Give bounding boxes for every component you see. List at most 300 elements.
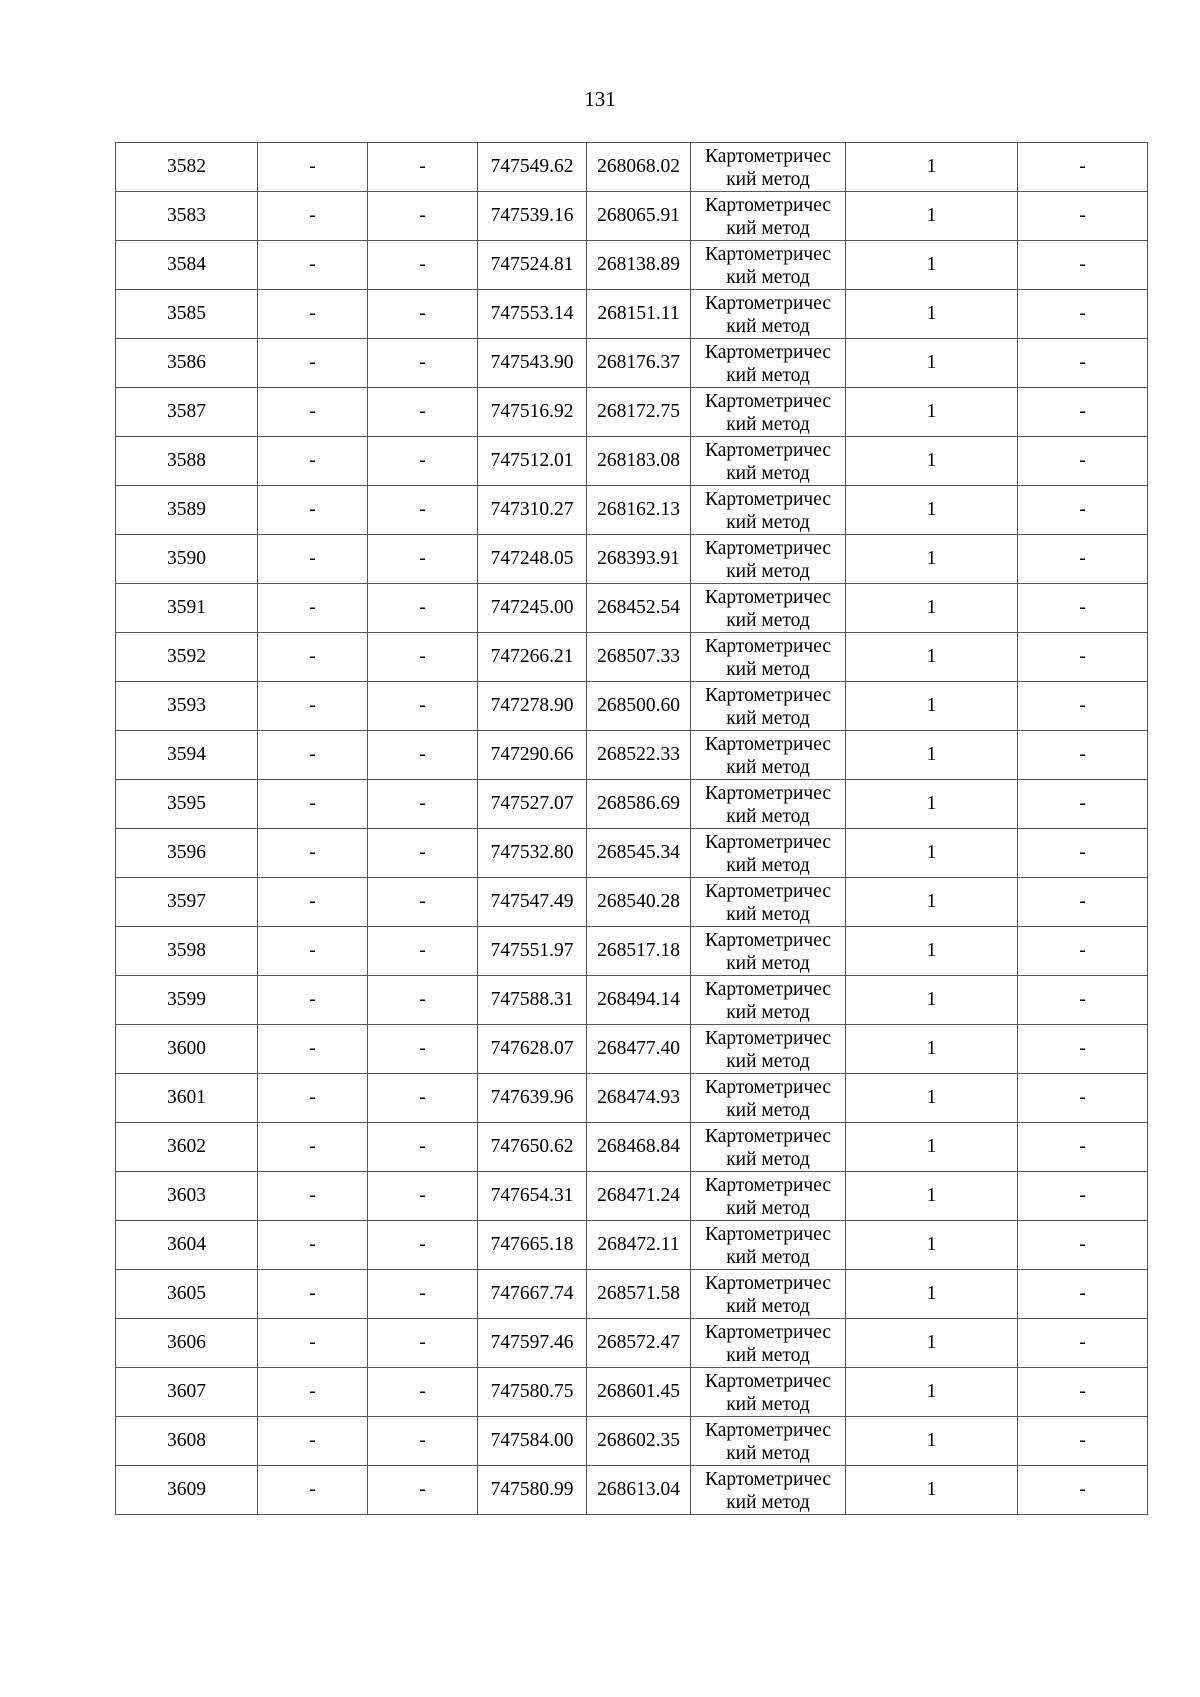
method-line-1: Картометричес	[704, 1322, 832, 1343]
column-2-cell: -	[258, 241, 368, 290]
accuracy-cell: 1	[846, 584, 1018, 633]
method-cell	[691, 1319, 846, 1368]
last-column-cell: -	[1018, 1025, 1148, 1074]
column-3-cell: -	[368, 1417, 478, 1466]
method-line-1: Картометричес	[704, 587, 832, 608]
coordinates-table	[115, 142, 1148, 1515]
method-cell	[691, 1123, 846, 1172]
y-coordinate-cell: 268571.58	[587, 1270, 691, 1319]
point-number-cell: 3594	[116, 731, 258, 780]
last-column-cell: -	[1018, 192, 1148, 241]
method-line-1: Картометричес	[704, 783, 832, 804]
y-coordinate-cell: 268068.02	[587, 143, 691, 192]
x-coordinate-cell: 747639.96	[478, 1074, 587, 1123]
last-column-cell: -	[1018, 976, 1148, 1025]
x-coordinate-cell: 747310.27	[478, 486, 587, 535]
method-line-1: Картометричес	[704, 1028, 832, 1049]
point-number-cell: 3588	[116, 437, 258, 486]
table-row	[116, 339, 1148, 388]
method-line-2: кий метод	[726, 1051, 810, 1072]
accuracy-cell: 1	[846, 682, 1018, 731]
accuracy-cell: 1	[846, 731, 1018, 780]
x-coordinate-cell: 747516.92	[478, 388, 587, 437]
x-coordinate-cell: 747549.62	[478, 143, 587, 192]
column-3-cell: -	[368, 1368, 478, 1417]
method-line-2: кий метод	[726, 1443, 810, 1464]
accuracy-cell: 1	[846, 927, 1018, 976]
x-coordinate-cell: 747524.81	[478, 241, 587, 290]
accuracy-cell: 1	[846, 1221, 1018, 1270]
method-cell	[691, 1270, 846, 1319]
x-coordinate-cell: 747588.31	[478, 976, 587, 1025]
table-row	[116, 829, 1148, 878]
accuracy-cell: 1	[846, 486, 1018, 535]
column-2-cell: -	[258, 584, 368, 633]
column-3-cell: -	[368, 1172, 478, 1221]
accuracy-cell: 1	[846, 388, 1018, 437]
table-row	[116, 1417, 1148, 1466]
method-cell	[691, 192, 846, 241]
last-column-cell: -	[1018, 437, 1148, 486]
column-2-cell: -	[258, 1270, 368, 1319]
point-number-cell: 3591	[116, 584, 258, 633]
column-2-cell: -	[258, 1025, 368, 1074]
last-column-cell: -	[1018, 486, 1148, 535]
column-3-cell: -	[368, 731, 478, 780]
table-row	[116, 1025, 1148, 1074]
point-number-cell: 3597	[116, 878, 258, 927]
method-cell	[691, 927, 846, 976]
column-2-cell: -	[258, 633, 368, 682]
last-column-cell: -	[1018, 1466, 1148, 1515]
method-line-2: кий метод	[726, 953, 810, 974]
last-column-cell: -	[1018, 339, 1148, 388]
accuracy-cell: 1	[846, 1074, 1018, 1123]
method-cell	[691, 437, 846, 486]
y-coordinate-cell: 268572.47	[587, 1319, 691, 1368]
table-row	[116, 731, 1148, 780]
column-2-cell: -	[258, 290, 368, 339]
method-cell	[691, 290, 846, 339]
point-number-cell: 3602	[116, 1123, 258, 1172]
last-column-cell: -	[1018, 241, 1148, 290]
method-cell	[691, 1221, 846, 1270]
accuracy-cell: 1	[846, 1466, 1018, 1515]
y-coordinate-cell: 268494.14	[587, 976, 691, 1025]
method-line-1: Картометричес	[704, 881, 832, 902]
method-cell	[691, 339, 846, 388]
last-column-cell: -	[1018, 1074, 1148, 1123]
table-row	[116, 388, 1148, 437]
column-2-cell: -	[258, 1319, 368, 1368]
column-2-cell: -	[258, 1172, 368, 1221]
column-3-cell: -	[368, 339, 478, 388]
table-body	[116, 143, 1148, 1515]
y-coordinate-cell: 268468.84	[587, 1123, 691, 1172]
y-coordinate-cell: 268183.08	[587, 437, 691, 486]
table-row	[116, 1221, 1148, 1270]
point-number-cell: 3600	[116, 1025, 258, 1074]
column-2-cell: -	[258, 388, 368, 437]
column-3-cell: -	[368, 780, 478, 829]
column-3-cell: -	[368, 976, 478, 1025]
x-coordinate-cell: 747665.18	[478, 1221, 587, 1270]
method-line-1: Картометричес	[704, 1077, 832, 1098]
table-row	[116, 437, 1148, 486]
y-coordinate-cell: 268151.11	[587, 290, 691, 339]
method-line-1: Картометричес	[704, 685, 832, 706]
method-cell	[691, 486, 846, 535]
last-column-cell: -	[1018, 682, 1148, 731]
y-coordinate-cell: 268602.35	[587, 1417, 691, 1466]
method-cell	[691, 976, 846, 1025]
x-coordinate-cell: 747628.07	[478, 1025, 587, 1074]
point-number-cell: 3590	[116, 535, 258, 584]
last-column-cell: -	[1018, 1172, 1148, 1221]
table-row	[116, 976, 1148, 1025]
last-column-cell: -	[1018, 829, 1148, 878]
last-column-cell: -	[1018, 633, 1148, 682]
method-cell	[691, 1074, 846, 1123]
table-row	[116, 535, 1148, 584]
column-2-cell: -	[258, 1123, 368, 1172]
column-3-cell: -	[368, 1270, 478, 1319]
column-2-cell: -	[258, 731, 368, 780]
column-2-cell: -	[258, 143, 368, 192]
y-coordinate-cell: 268601.45	[587, 1368, 691, 1417]
method-cell	[691, 1172, 846, 1221]
x-coordinate-cell: 747654.31	[478, 1172, 587, 1221]
method-line-2: кий метод	[726, 1345, 810, 1366]
point-number-cell: 3608	[116, 1417, 258, 1466]
point-number-cell: 3604	[116, 1221, 258, 1270]
point-number-cell: 3598	[116, 927, 258, 976]
method-line-2: кий метод	[726, 806, 810, 827]
column-2-cell: -	[258, 1221, 368, 1270]
accuracy-cell: 1	[846, 143, 1018, 192]
point-number-cell: 3592	[116, 633, 258, 682]
method-line-2: кий метод	[726, 904, 810, 925]
column-3-cell: -	[368, 290, 478, 339]
method-cell	[691, 878, 846, 927]
accuracy-cell: 1	[846, 1270, 1018, 1319]
point-number-cell: 3599	[116, 976, 258, 1025]
method-line-1: Картометричес	[704, 391, 832, 412]
y-coordinate-cell: 268472.11	[587, 1221, 691, 1270]
method-line-2: кий метод	[726, 659, 810, 680]
method-cell	[691, 388, 846, 437]
last-column-cell: -	[1018, 780, 1148, 829]
method-line-1: Картометричес	[704, 342, 832, 363]
method-line-2: кий метод	[726, 757, 810, 778]
point-number-cell: 3605	[116, 1270, 258, 1319]
point-number-cell: 3586	[116, 339, 258, 388]
method-line-2: кий метод	[726, 1149, 810, 1170]
column-3-cell: -	[368, 682, 478, 731]
table-row	[116, 486, 1148, 535]
y-coordinate-cell: 268586.69	[587, 780, 691, 829]
point-number-cell: 3593	[116, 682, 258, 731]
method-line-1: Картометричес	[704, 440, 832, 461]
method-line-2: кий метод	[726, 365, 810, 386]
last-column-cell: -	[1018, 388, 1148, 437]
accuracy-cell: 1	[846, 339, 1018, 388]
table-row	[116, 290, 1148, 339]
y-coordinate-cell: 268172.75	[587, 388, 691, 437]
x-coordinate-cell: 747278.90	[478, 682, 587, 731]
method-cell	[691, 1368, 846, 1417]
last-column-cell: -	[1018, 1221, 1148, 1270]
accuracy-cell: 1	[846, 1417, 1018, 1466]
method-cell	[691, 829, 846, 878]
method-line-2: кий метод	[726, 267, 810, 288]
table-row	[116, 1123, 1148, 1172]
accuracy-cell: 1	[846, 535, 1018, 584]
method-line-1: Картометричес	[704, 1175, 832, 1196]
last-column-cell: -	[1018, 143, 1148, 192]
method-line-2: кий метод	[726, 463, 810, 484]
last-column-cell: -	[1018, 1368, 1148, 1417]
method-line-1: Картометричес	[704, 146, 832, 167]
last-column-cell: -	[1018, 731, 1148, 780]
point-number-cell: 3595	[116, 780, 258, 829]
column-2-cell: -	[258, 1417, 368, 1466]
x-coordinate-cell: 747580.75	[478, 1368, 587, 1417]
x-coordinate-cell: 747584.00	[478, 1417, 587, 1466]
accuracy-cell: 1	[846, 976, 1018, 1025]
column-3-cell: -	[368, 1123, 478, 1172]
table-row	[116, 1466, 1148, 1515]
method-line-1: Картометричес	[704, 930, 832, 951]
x-coordinate-cell: 747650.62	[478, 1123, 587, 1172]
column-3-cell: -	[368, 829, 478, 878]
x-coordinate-cell: 747547.49	[478, 878, 587, 927]
column-2-cell: -	[258, 878, 368, 927]
method-line-1: Картометричес	[704, 1224, 832, 1245]
column-3-cell: -	[368, 241, 478, 290]
table-row	[116, 1319, 1148, 1368]
accuracy-cell: 1	[846, 1123, 1018, 1172]
y-coordinate-cell: 268500.60	[587, 682, 691, 731]
accuracy-cell: 1	[846, 1025, 1018, 1074]
method-cell	[691, 241, 846, 290]
method-line-1: Картометричес	[704, 1420, 832, 1441]
last-column-cell: -	[1018, 1319, 1148, 1368]
column-2-cell: -	[258, 1466, 368, 1515]
y-coordinate-cell: 268162.13	[587, 486, 691, 535]
table-row	[116, 1368, 1148, 1417]
method-line-1: Картометричес	[704, 734, 832, 755]
column-3-cell: -	[368, 878, 478, 927]
y-coordinate-cell: 268540.28	[587, 878, 691, 927]
method-line-2: кий метод	[726, 610, 810, 631]
method-line-1: Картометричес	[704, 244, 832, 265]
y-coordinate-cell: 268517.18	[587, 927, 691, 976]
column-3-cell: -	[368, 486, 478, 535]
method-cell	[691, 731, 846, 780]
column-3-cell: -	[368, 1074, 478, 1123]
last-column-cell: -	[1018, 927, 1148, 976]
point-number-cell: 3606	[116, 1319, 258, 1368]
method-line-1: Картометричес	[704, 979, 832, 1000]
column-3-cell: -	[368, 1025, 478, 1074]
x-coordinate-cell: 747266.21	[478, 633, 587, 682]
accuracy-cell: 1	[846, 1172, 1018, 1221]
method-line-1: Картометричес	[704, 489, 832, 510]
method-line-2: кий метод	[726, 218, 810, 239]
method-line-1: Картометричес	[704, 1126, 832, 1147]
y-coordinate-cell: 268474.93	[587, 1074, 691, 1123]
x-coordinate-cell: 747248.05	[478, 535, 587, 584]
method-line-2: кий метод	[726, 1247, 810, 1268]
column-3-cell: -	[368, 437, 478, 486]
method-line-2: кий метод	[726, 708, 810, 729]
method-line-2: кий метод	[726, 1394, 810, 1415]
accuracy-cell: 1	[846, 878, 1018, 927]
method-cell	[691, 535, 846, 584]
method-line-1: Картометричес	[704, 1371, 832, 1392]
column-2-cell: -	[258, 976, 368, 1025]
table-row	[116, 633, 1148, 682]
x-coordinate-cell: 747532.80	[478, 829, 587, 878]
point-number-cell: 3601	[116, 1074, 258, 1123]
method-line-2: кий метод	[726, 1100, 810, 1121]
method-cell	[691, 584, 846, 633]
accuracy-cell: 1	[846, 633, 1018, 682]
accuracy-cell: 1	[846, 437, 1018, 486]
table-row	[116, 1074, 1148, 1123]
method-line-1: Картометричес	[704, 1273, 832, 1294]
last-column-cell: -	[1018, 290, 1148, 339]
y-coordinate-cell: 268477.40	[587, 1025, 691, 1074]
y-coordinate-cell: 268065.91	[587, 192, 691, 241]
y-coordinate-cell: 268138.89	[587, 241, 691, 290]
table-row	[116, 584, 1148, 633]
column-2-cell: -	[258, 192, 368, 241]
accuracy-cell: 1	[846, 290, 1018, 339]
point-number-cell: 3596	[116, 829, 258, 878]
column-2-cell: -	[258, 535, 368, 584]
method-cell	[691, 143, 846, 192]
y-coordinate-cell: 268545.34	[587, 829, 691, 878]
column-3-cell: -	[368, 388, 478, 437]
column-3-cell: -	[368, 633, 478, 682]
method-cell	[691, 633, 846, 682]
column-2-cell: -	[258, 1368, 368, 1417]
table-row	[116, 780, 1148, 829]
table-row	[116, 682, 1148, 731]
method-line-1: Картометричес	[704, 538, 832, 559]
column-2-cell: -	[258, 1074, 368, 1123]
point-number-cell: 3609	[116, 1466, 258, 1515]
column-2-cell: -	[258, 829, 368, 878]
method-line-2: кий метод	[726, 169, 810, 190]
column-3-cell: -	[368, 1319, 478, 1368]
method-cell	[691, 682, 846, 731]
column-2-cell: -	[258, 780, 368, 829]
point-number-cell: 3607	[116, 1368, 258, 1417]
method-line-2: кий метод	[726, 1492, 810, 1513]
last-column-cell: -	[1018, 1417, 1148, 1466]
table-row	[116, 927, 1148, 976]
x-coordinate-cell: 747512.01	[478, 437, 587, 486]
y-coordinate-cell: 268507.33	[587, 633, 691, 682]
y-coordinate-cell: 268452.54	[587, 584, 691, 633]
method-line-2: кий метод	[726, 561, 810, 582]
last-column-cell: -	[1018, 878, 1148, 927]
y-coordinate-cell: 268176.37	[587, 339, 691, 388]
accuracy-cell: 1	[846, 241, 1018, 290]
accuracy-cell: 1	[846, 780, 1018, 829]
method-cell	[691, 1025, 846, 1074]
table-row	[116, 1270, 1148, 1319]
point-number-cell: 3587	[116, 388, 258, 437]
column-3-cell: -	[368, 927, 478, 976]
x-coordinate-cell: 747245.00	[478, 584, 587, 633]
method-cell	[691, 780, 846, 829]
point-number-cell: 3585	[116, 290, 258, 339]
column-2-cell: -	[258, 486, 368, 535]
y-coordinate-cell: 268393.91	[587, 535, 691, 584]
method-line-1: Картометричес	[704, 195, 832, 216]
method-line-1: Картометричес	[704, 293, 832, 314]
column-2-cell: -	[258, 437, 368, 486]
method-line-2: кий метод	[726, 1198, 810, 1219]
x-coordinate-cell: 747290.66	[478, 731, 587, 780]
x-coordinate-cell: 747527.07	[478, 780, 587, 829]
x-coordinate-cell: 747551.97	[478, 927, 587, 976]
accuracy-cell: 1	[846, 1319, 1018, 1368]
column-2-cell: -	[258, 927, 368, 976]
x-coordinate-cell: 747580.99	[478, 1466, 587, 1515]
y-coordinate-cell: 268522.33	[587, 731, 691, 780]
page-number: 131	[584, 87, 616, 111]
point-number-cell: 3603	[116, 1172, 258, 1221]
method-line-1: Картометричес	[704, 636, 832, 657]
accuracy-cell: 1	[846, 1368, 1018, 1417]
table-row	[116, 192, 1148, 241]
x-coordinate-cell: 747667.74	[478, 1270, 587, 1319]
method-line-2: кий метод	[726, 1296, 810, 1317]
table-row	[116, 143, 1148, 192]
method-line-1: Картометричес	[704, 832, 832, 853]
table-row	[116, 878, 1148, 927]
last-column-cell: -	[1018, 1270, 1148, 1319]
table-row	[116, 241, 1148, 290]
last-column-cell: -	[1018, 1123, 1148, 1172]
accuracy-cell: 1	[846, 829, 1018, 878]
method-line-2: кий метод	[726, 316, 810, 337]
x-coordinate-cell: 747543.90	[478, 339, 587, 388]
point-number-cell: 3582	[116, 143, 258, 192]
y-coordinate-cell: 268471.24	[587, 1172, 691, 1221]
y-coordinate-cell: 268613.04	[587, 1466, 691, 1515]
column-3-cell: -	[368, 192, 478, 241]
point-number-cell: 3583	[116, 192, 258, 241]
method-line-2: кий метод	[726, 414, 810, 435]
accuracy-cell: 1	[846, 192, 1018, 241]
column-3-cell: -	[368, 1466, 478, 1515]
point-number-cell: 3584	[116, 241, 258, 290]
last-column-cell: -	[1018, 584, 1148, 633]
method-cell	[691, 1417, 846, 1466]
x-coordinate-cell: 747597.46	[478, 1319, 587, 1368]
column-3-cell: -	[368, 1221, 478, 1270]
method-line-2: кий метод	[726, 855, 810, 876]
method-line-1: Картометричес	[704, 1469, 832, 1490]
column-3-cell: -	[368, 535, 478, 584]
column-2-cell: -	[258, 339, 368, 388]
